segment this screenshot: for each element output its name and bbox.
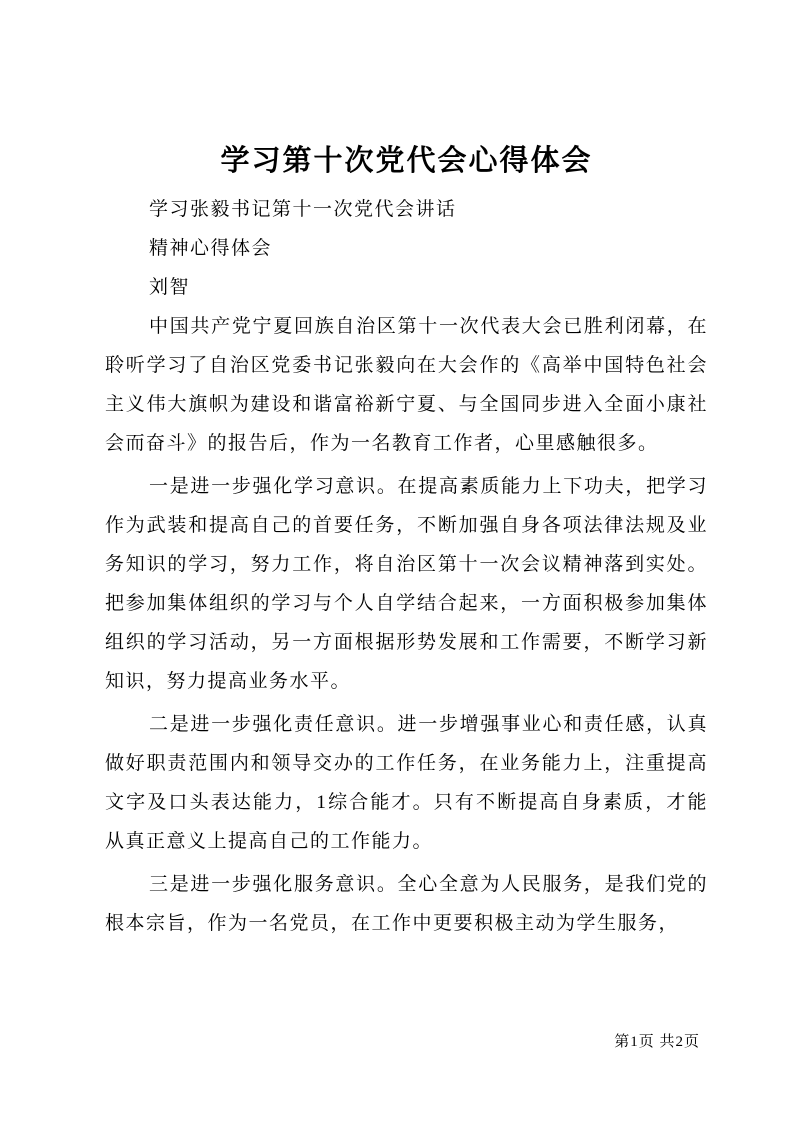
author-line: 刘智 bbox=[149, 277, 191, 298]
paragraph-intro: 中国共产党宁夏回族自治区第十一次代表大会已胜利闭幕，在聆听学习了自治区党委书记张毅向在大会作的《高举中国特色社会主义伟大旗帜为建设和谐富裕新宁夏、与全国同步进入全面小康社会而奋斗》的报告后，作为一名教育工作者，心里感触很多。 bbox=[105, 316, 708, 454]
page-number-label: 第1页 共2页 bbox=[614, 1034, 700, 1050]
document-title: 学习第十次党代会心得体会 bbox=[220, 145, 593, 177]
subtitle-line-2: 精神心得体会 bbox=[149, 238, 273, 259]
subtitle-line-1: 学习张毅书记第十一次党代会讲话 bbox=[149, 199, 457, 220]
paragraph-point-two: 二是进一步强化责任意识。进一步增强事业心和责任感，认真做好职责范围内和领导交办的工作任务，在业务能力上，注重提高文字及口头表达能力，1综合能才。只有不断提高自身素质，才能从真正意义上提高自己的工作能力。 bbox=[105, 714, 708, 852]
page-footer bbox=[614, 1030, 700, 1051]
paragraph-point-three: 三是进一步强化服务意识。全心全意为人民服务，是我们党的根本宗旨，作为一名党员，在工作中更要积极主动为学生服务， bbox=[105, 874, 708, 934]
paragraph-point-one: 一是进一步强化学习意识。在提高素质能力上下功夫，把学习作为武装和提高自己的首要任务，不断加强自身各项法律法规及业务知识的学习，努力工作，将自治区第十一次会议精神落到实处。把参加集体组织的学习与个人自学结合起来，一方面积极参加集体组织的学习活动，另一方面根据形势发展和工作需要，不断学习新知识，努力提高业务水平。 bbox=[105, 476, 708, 692]
